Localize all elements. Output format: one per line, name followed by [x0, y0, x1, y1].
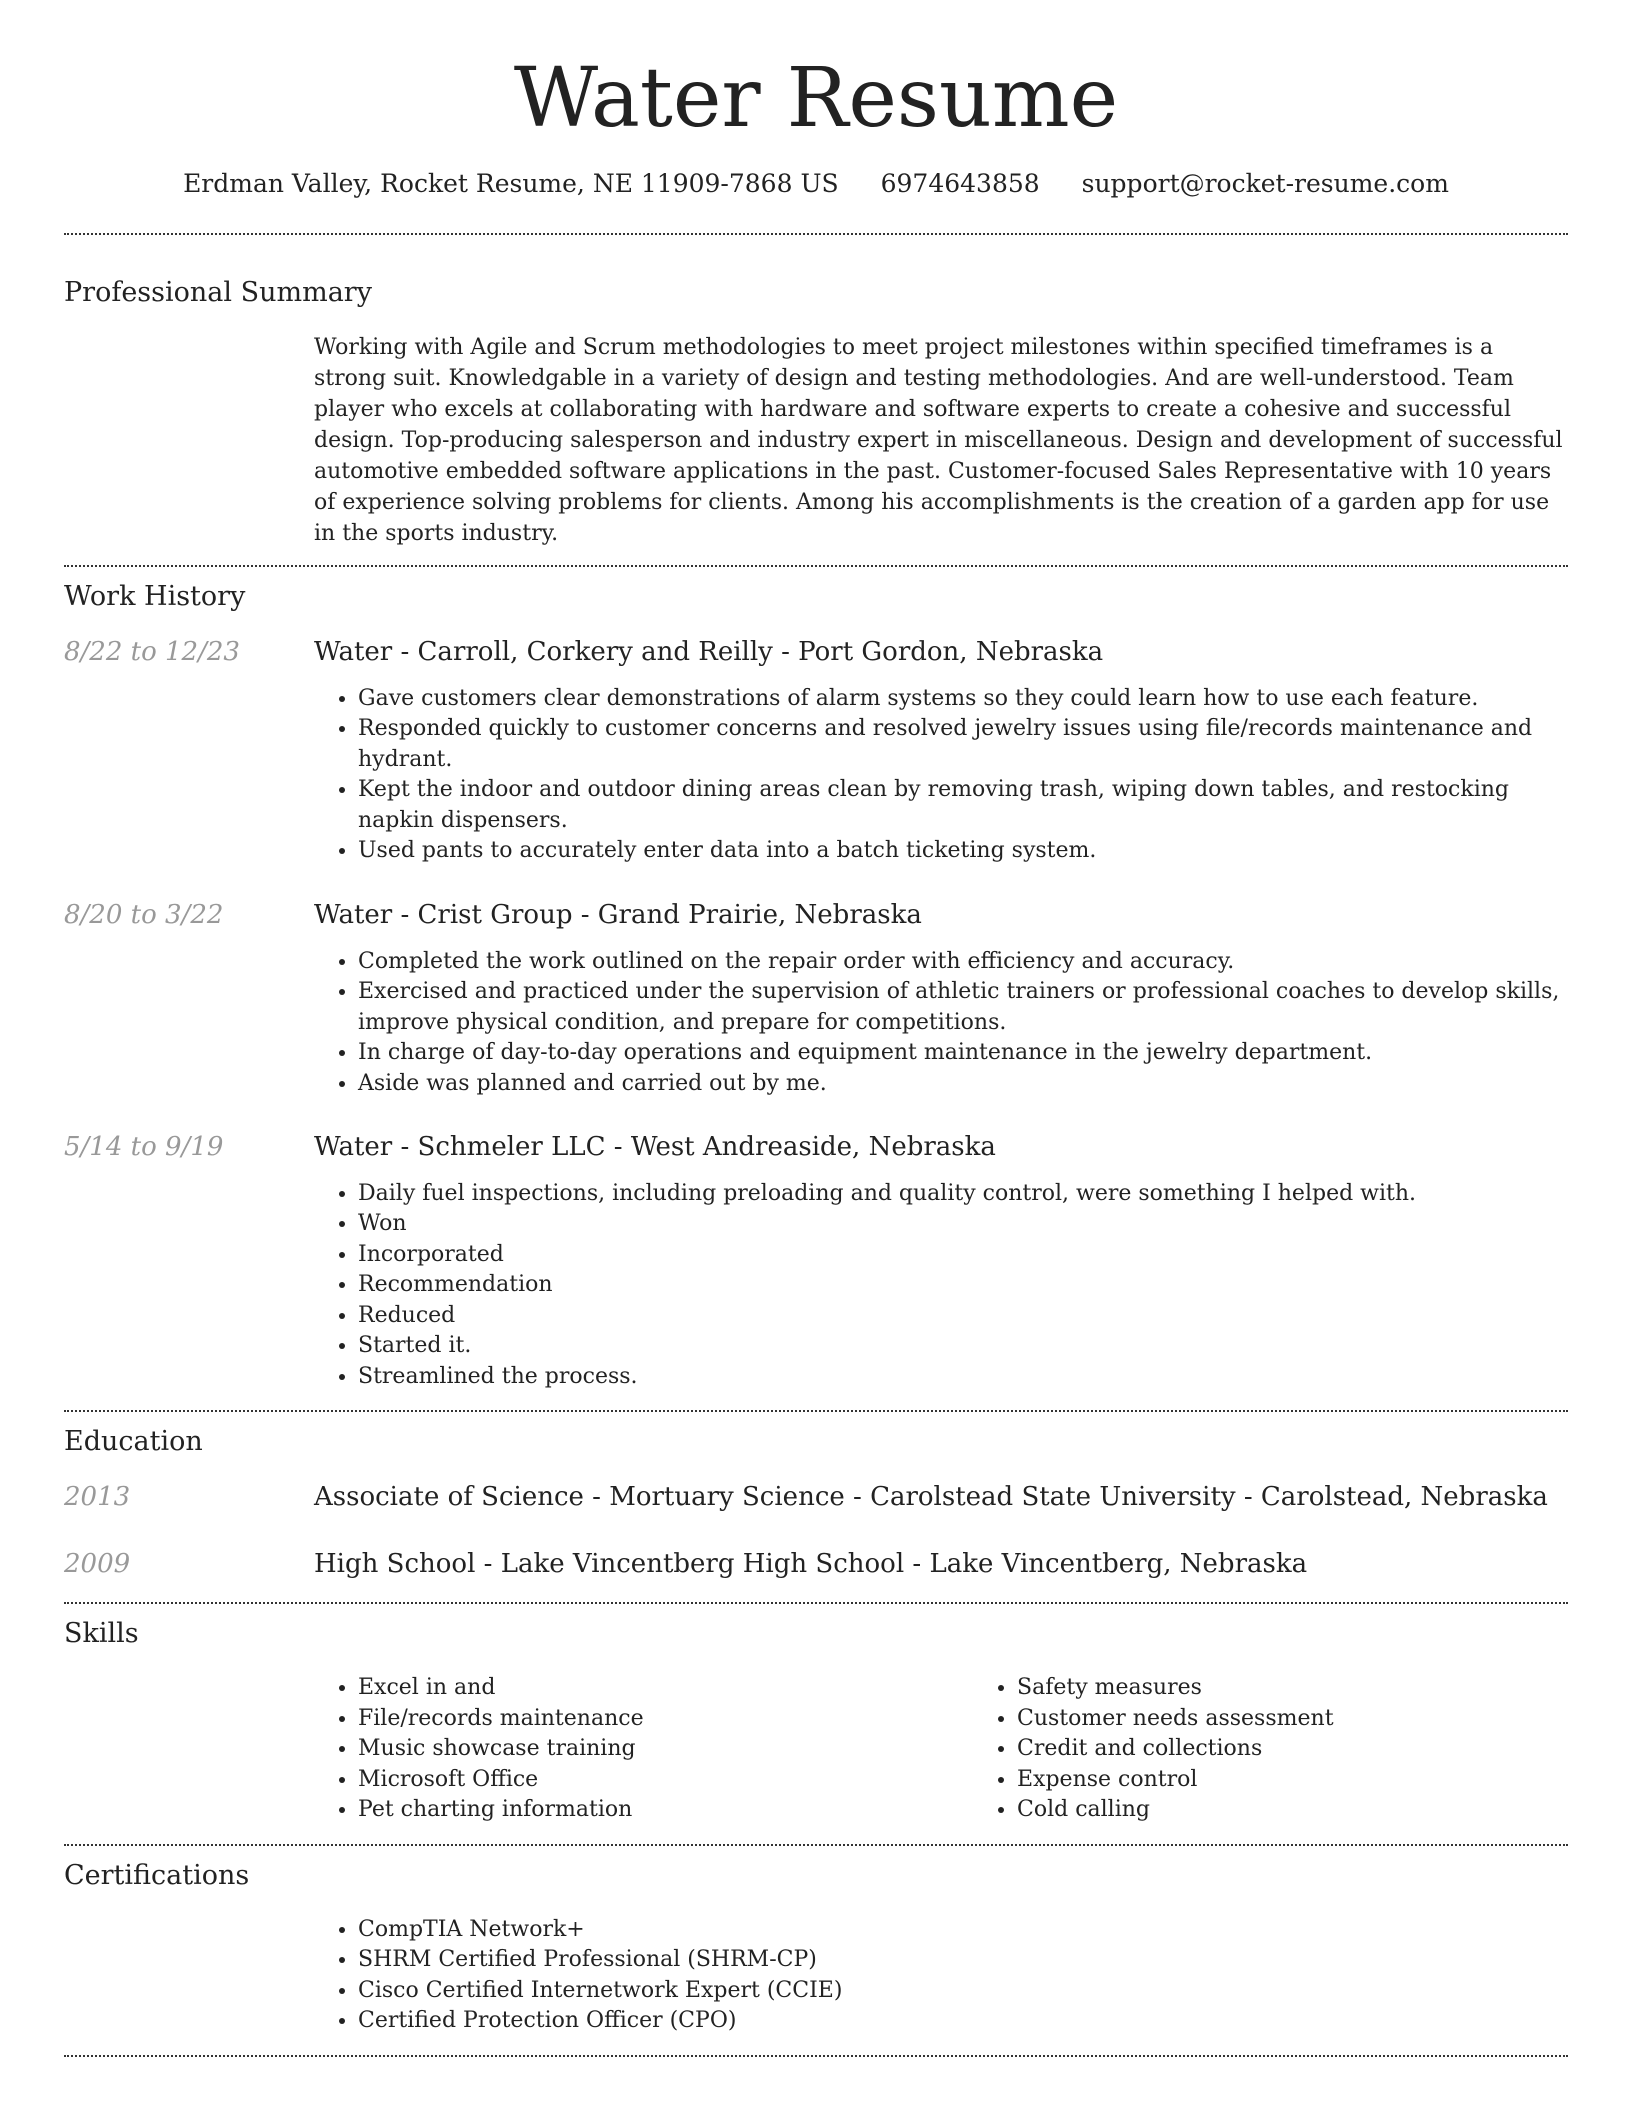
list-item: • SHRM Certified Professional (SHRM-CP) [358, 1945, 1568, 1976]
list-item: • Responded quickly to customer concerns and resolved jewelry issues using file/records maintenance and hydrant. [358, 714, 1568, 775]
contact-email: support@rocket-resume.com [1081, 169, 1449, 199]
education-heading: Education [64, 1426, 203, 1458]
list-item: • Completed the work outlined on the repair order with efficiency and accuracy. [358, 947, 1568, 978]
list-item: • CompTIA Network+ [358, 1915, 1568, 1946]
list-item: • Cold calling [1017, 1795, 1334, 1826]
contact-phone: 6974643858 [880, 169, 1040, 199]
skills-heading: Skills [64, 1618, 139, 1650]
list-item: • Music showcase training [358, 1734, 973, 1765]
divider [64, 233, 1568, 235]
summary-heading: Professional Summary [64, 276, 372, 308]
job-entry [64, 899, 1568, 1099]
job-bullets [314, 947, 1568, 1100]
list-item: • Credit and collections [1017, 1734, 1334, 1765]
education-year: 2009 [64, 1549, 131, 1580]
list-item: • Won [358, 1209, 1568, 1240]
divider [64, 1602, 1568, 1604]
contact-address: Erdman Valley, Rocket Resume, NE 11909-7868 US [183, 169, 839, 199]
education-entry [64, 1481, 1568, 1515]
job-entry [64, 1131, 1568, 1392]
education-details: Associate of Science - Mortuary Science - Carolstead State University - Carolstead, Nebraska [314, 1482, 1548, 1513]
list-item: • Pet charting information [358, 1795, 973, 1826]
list-item: • Safety measures [1017, 1673, 1334, 1704]
education-entry [64, 1548, 1568, 1582]
list-item: • Kept the indoor and outdoor dining areas clean by removing trash, wiping down tables, and restocking napkin dispensers. [358, 775, 1568, 836]
education-details: High School - Lake Vincentberg High School - Lake Vincentberg, Nebraska [314, 1549, 1308, 1580]
divider [64, 2055, 1568, 2057]
skills-section [64, 1616, 1568, 1826]
divider [64, 1844, 1568, 1846]
certifications-section [64, 1858, 1568, 2037]
contact-line [64, 168, 1568, 201]
list-item: • Customer needs assessment [1017, 1704, 1334, 1735]
divider [64, 565, 1568, 567]
summary-section [64, 275, 1568, 549]
divider [64, 1410, 1568, 1412]
list-item: • Excel in and [358, 1673, 973, 1704]
list-item: • Used pants to accurately enter data into a batch ticketing system. [358, 836, 1568, 867]
list-item: • Recommendation [358, 1270, 1568, 1301]
list-item: • Started it. [358, 1331, 1568, 1362]
list-item: • Gave customers clear demonstrations of alarm systems so they could learn how to use each feature. [358, 684, 1568, 715]
job-dates: 5/14 to 9/19 [64, 1132, 224, 1163]
list-item: • Expense control [1017, 1765, 1334, 1796]
list-item: • Cisco Certified Internetwork Expert (CCIE) [358, 1976, 1568, 2007]
list-item: • Microsoft Office [358, 1765, 973, 1796]
job-title: Water - Carroll, Corkery and Reilly - Port Gordon, Nebraska [314, 636, 1104, 667]
list-item: • File/records maintenance [358, 1704, 973, 1735]
list-item: • Incorporated [358, 1240, 1568, 1271]
education-year: 2013 [64, 1482, 131, 1513]
list-item: • Daily fuel inspections, including preloading and quality control, were something I helped with. [358, 1179, 1568, 1210]
list-item: • In charge of day-to-day operations and equipment maintenance in the jewelry department. [358, 1038, 1568, 1069]
skills-list-right [973, 1673, 1334, 1826]
list-item: • Certified Protection Officer (CPO) [358, 2006, 1568, 2037]
list-item: • Exercised and practiced under the supervision of athletic trainers or professional coaches to develop skills, improve physical condition, and prepare for competitions. [358, 977, 1568, 1038]
job-title: Water - Crist Group - Grand Prairie, Nebraska [314, 899, 922, 930]
certifications-heading: Certifications [64, 1859, 250, 1891]
list-item: • Streamlined the process. [358, 1362, 1568, 1393]
work-history-heading: Work History [64, 580, 246, 612]
skills-list-left [314, 1673, 973, 1826]
certifications-list [314, 1915, 1568, 2037]
job-dates: 8/20 to 3/22 [64, 899, 224, 930]
summary-text: Working with Agile and Scrum methodologies to meet project milestones within specified timeframes is a strong suit. Knowledgable in a variety of design and testing methodologies. And are well-understood. Team player who excels at collaborating with hardware and software experts to create a cohesive and successful design. Top-producing salesperson and industry expert in miscellaneous. Design and development of successful automotive embedded software applications in the past. Customer-focused Sales Representative with 10 years of experience solving problems for clients. Among his accomplishments is the creation of a garden app for use in the sports industry. [314, 334, 1563, 546]
education-section [64, 1424, 1568, 1582]
list-item: • Reduced [358, 1301, 1568, 1332]
job-dates: 8/22 to 12/23 [64, 636, 240, 667]
list-item: • Aside was planned and carried out by me. [358, 1069, 1568, 1100]
job-title: Water - Schmeler LLC - West Andreaside, Nebraska [314, 1132, 996, 1163]
job-bullets [314, 1179, 1568, 1393]
resume-name: Water Resume [513, 51, 1119, 146]
job-bullets [314, 684, 1568, 867]
job-entry [64, 636, 1568, 867]
work-history-section [64, 579, 1568, 1392]
